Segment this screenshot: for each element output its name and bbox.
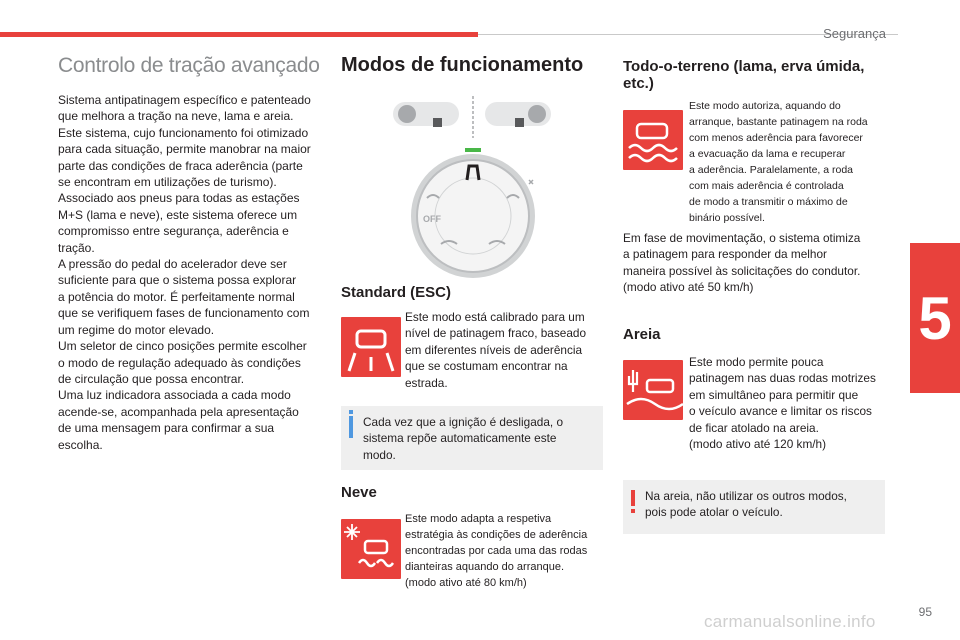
mode-standard [341,284,603,390]
warning-icon [631,490,635,506]
dial-off-label: OFF [423,214,441,224]
traction-description: Sistema antipatinagem específico e patenteado que melhora a tração na neve, lama e areia. Este sistema, cujo funcionamento foi otimizado para cada situação, permite manobrar na maior parte das condições de fraca aderência (parte se encontram em utilizações de turismo). Associado aos pneus para todas as estações M+S (lama e neve), este sistema oferece um compromisso entre segurança, aderência e tração. A pressão do pedal do acelerador deve ser suficiente para que o sistema possa explorar a potência do motor. É perfeitamente normal que se verifiquem fases de funcionamento com um regime do motor elevado. Um seletor de cinco posições permite escolher o modo de regulação adequado às condições de circulação que possa encontrar. Uma luz indicadora associada a cada modo acende-se, acompanhada pela apresentação de uma mensagem para confirmar a sua escolha. [58,93,311,452]
modes-heading: Modos de funcionamento [341,54,584,76]
info-icon [349,416,353,438]
chapter-tab [910,243,960,393]
offroad-after-text: Em fase de movimentação, o sistema otimiza a patinagem para responder da melhor maneira possível às solicitações do condutor. (modo ativo até 50 km/h) [623,231,861,295]
warning-note-text: Na areia, não utilizar os outros modos, pois pode atolar o veículo. [645,489,847,520]
watermark: carmanualsonline.info [704,612,876,631]
mode-selector-illustration [389,94,559,284]
mode-offroad [623,100,887,224]
mode-standard-title: Standard (ESC) [341,284,452,301]
info-note [341,406,603,470]
selector-dial-drawing [389,94,559,284]
header-accent-bar [0,32,478,37]
mode-snow [341,484,603,589]
page-number: 95 [918,605,932,619]
info-note-text: Cada vez que a ignição é desligada, o sistema repõe automaticamente este modo. [363,415,564,462]
section-heading-traction: Controlo de tração avançado [58,54,320,77]
mode-offroad-title: Todo-o-terreno (lama, erva úmida, etc.) [623,58,865,92]
left-column [58,54,320,453]
mode-snow-text: Este modo adapta a respetiva estratégia às condições de aderência encontradas por cada uma das rodas dianteiras aquando do arranque. (modo ativo até 80 km/h) [405,513,588,589]
section-title: Segurança [823,26,886,41]
mode-standard-text: Este modo está calibrado para um nível de patinagem fraco, baseado em diferentes níveis de aderência que se costumam encontrar na estrada. [405,310,587,390]
middle-column [341,54,603,614]
mode-sand-title: Areia [623,326,661,343]
mode-snow-title: Neve [341,484,377,501]
right-column [623,58,887,618]
snow-mode-icon [341,519,401,579]
mode-sand [623,355,887,452]
mode-offroad-text: Este modo autoriza, aquando do arranque, bastante patinagem na roda com menos aderência para favorecer a evacuação da lama e recuperar a aderência. Paralelamente, a roda com mais aderência é controlada de modo a transmitir o máximo de binário possível. [689,100,868,224]
sand-mode-icon [623,360,683,420]
warning-note [623,480,885,534]
chapter-number: 5 [918,284,952,352]
mode-sand-text: Este modo permite pouca patinagem nas duas rodas motrizes em simultâneo para permitir que o veículo avance e limitar os riscos de ficar atolado na areia. (modo ativo até 120 km/h) [689,355,876,452]
offroad-mode-icon [623,110,683,170]
standard-mode-icon [341,317,401,377]
